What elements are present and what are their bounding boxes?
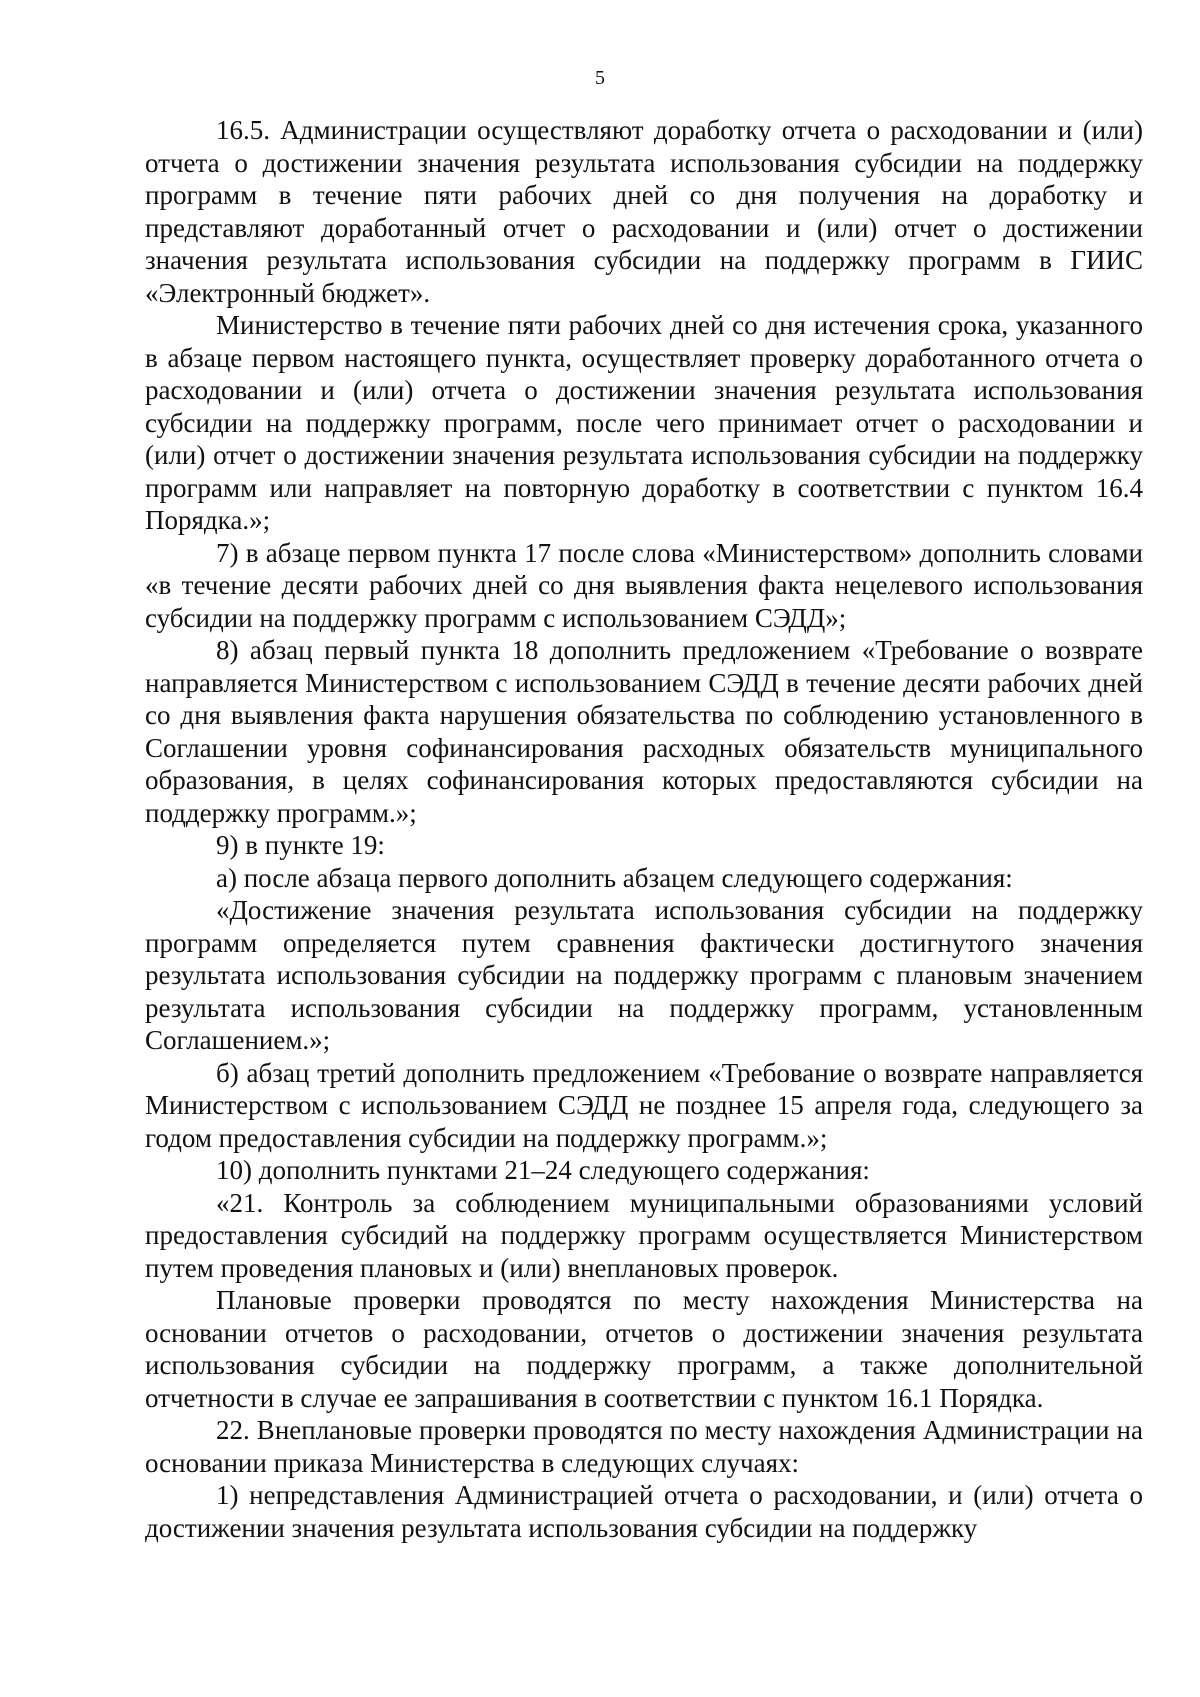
paragraph-22-item-1: 1) непредставления Администрацией отчета о расходовании, и (или) отчета о достижении значения результата использования субсидии на поддержку [145, 1480, 1143, 1543]
document-body [145, 114, 1143, 1544]
paragraph-21: «21. Контроль за соблюдением муниципальными образованиями условий предоставления субсидий на поддержку программ осуществляется Министерством путем проведения плановых и (или) внеплановых проверок. [145, 1187, 1143, 1283]
paragraph-item-8: 8) абзац первый пункта 18 дополнить предложением «Требование о возврате направляется Министерством с использованием СЭДД в течение десяти рабочих дней со дня выявления факта нарушения обязательства по соблюдению установленного в Соглашении уровня софинансирования расходных обязательств муниципального образования, в целях софинансирования которых предоставляются субсидии на поддержку программ.»; [145, 635, 1143, 828]
paragraph-ministry-review: Министерство в течение пяти рабочих дней со дня истечения срока, указанного в абзаце первом настоящего пункта, осуществляет проверку доработанного отчета о расходовании и (или) отчета о достижении значения результата использования субсидии на поддержку программ, после чего принимает отчет о расходовании и (или) отчет о достижении значения результата использования субсидии на поддержку программ или направляет на повторную доработку в соответствии с пунктом 16.4 Порядка.»; [145, 310, 1143, 535]
paragraph-item-10: 10) дополнить пунктами 21–24 следующего содержания: [216, 1155, 870, 1185]
paragraph-item-9: 9) в пункте 19: [216, 830, 385, 860]
paragraph-item-7: 7) в абзаце первом пункта 17 после слова «Министерством» дополнить словами «в течение десяти рабочих дней со дня выявления факта нецелевого использования субсидии на поддержку программ с использованием СЭДД»; [145, 537, 1143, 633]
page-number: 5 [595, 67, 605, 89]
paragraph-22: 22. Внеплановые проверки проводятся по месту нахождения Администрации на основании приказа Министерства в следующих случаях: [145, 1415, 1143, 1478]
paragraph-16-5: 16.5. Администрации осуществляют доработку отчета о расходовании и (или) отчета о достижении значения результата использования субсидии на поддержку программ в течение пяти рабочих дней со дня получения на доработку и представляют доработанный отчет о расходовании и (или) отчет о достижении значения результата использования субсидии на поддержку программ в ГИИС «Электронный бюджет». [145, 115, 1143, 308]
paragraph-item-9b: б) абзац третий дополнить предложением «Требование о возврате направляется Министерством с использованием СЭДД не позднее 15 апреля года, следующего за годом предоставления субсидии на поддержку программ.»; [145, 1057, 1143, 1153]
paragraph-achievement-quote: «Достижение значения результата использования субсидии на поддержку программ определяется путем сравнения фактически достигнутого значения результата использования субсидии на поддержку программ с плановым значением результата использования субсидии на поддержку программ, установленным Соглашением.»; [145, 895, 1143, 1055]
paragraph-planned-checks: Плановые проверки проводятся по месту нахождения Министерства на основании отчетов о расходовании, отчетов о достижении значения результата использования субсидии на поддержку программ, а также дополнительной отчетности в случае ее запрашивания в соответствии с пунктом 16.1 Порядка. [145, 1285, 1143, 1413]
paragraph-item-9a: а) после абзаца первого дополнить абзацем следующего содержания: [216, 862, 1013, 893]
